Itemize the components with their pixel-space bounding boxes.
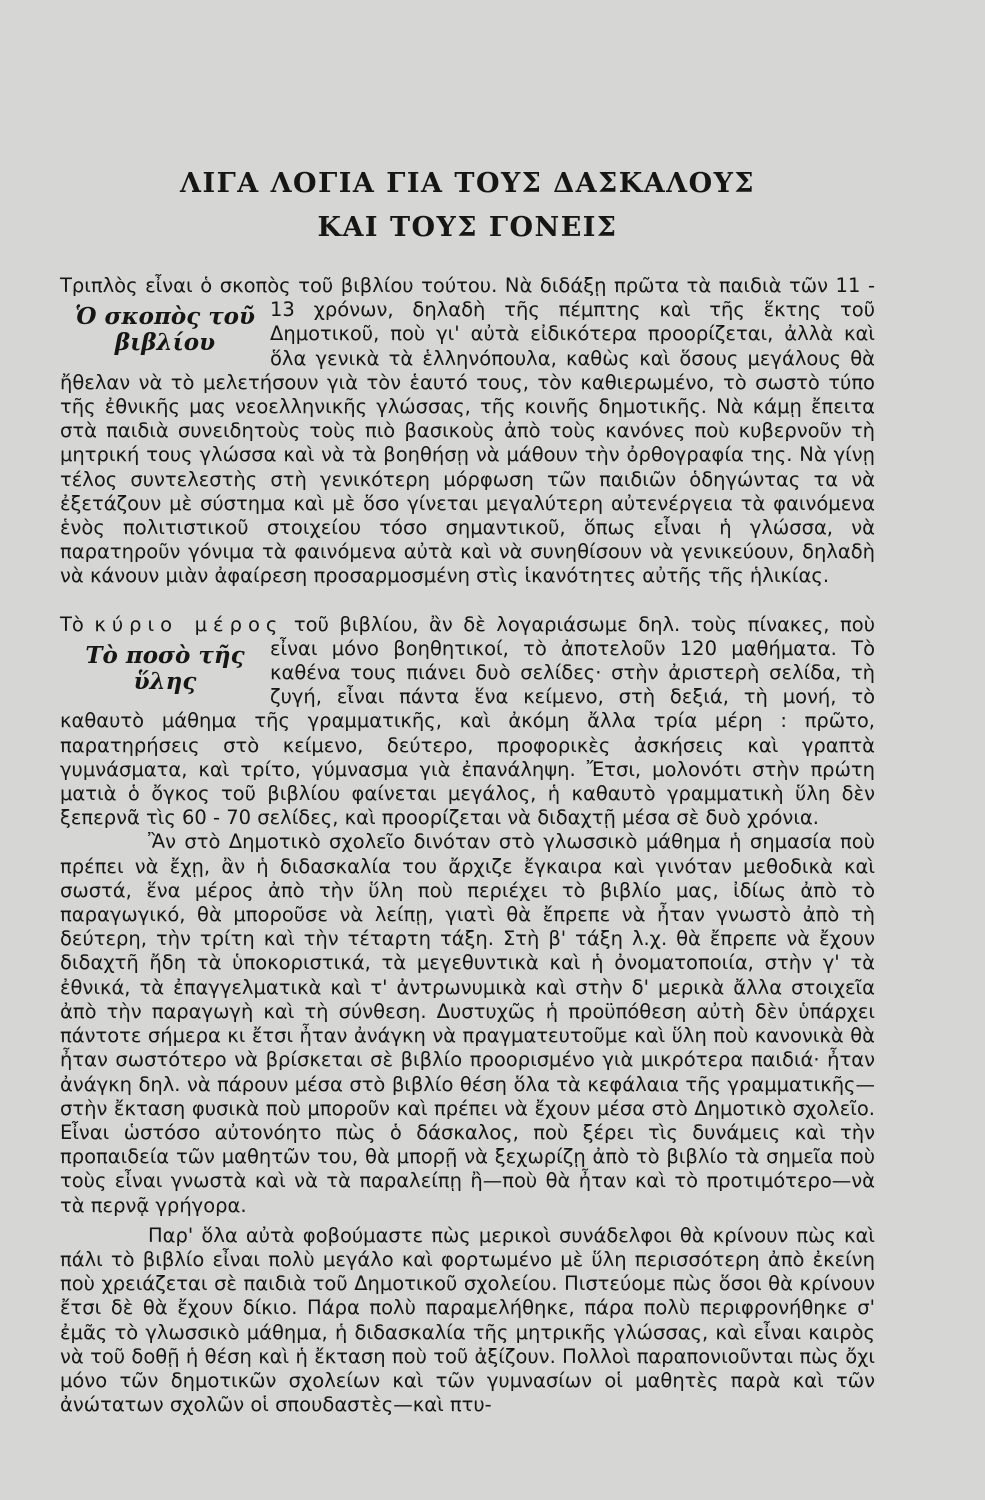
section-purpose	[60, 274, 875, 589]
page-title-line-2: ΚΑΙ ΤΟΥΣ ΓΟΝΕΙΣ	[317, 212, 618, 243]
section-amount-body: Τὸ καθένα τους πιάνει δυὸ σελίδες· στὴν ἀριστερὴ σελίδα, τὴ ζυγή, εἶναι πάντα ἕνα κείμενο, στὴ δεξιά, τὴ μονή, τὸ καθαυτὸ μάθημα τῆς γραμματικῆς, καὶ ἀκόμη ἄλλα τρία μέρη : πρῶτο, παρατηρήσεις στὸ κείμενο, δεύτερο, προφορικὲς ἀσκήσεις καὶ γραπτὰ γυμνάσματα, καὶ τρίτο, γύμνασμα γιὰ ἐπανάληψη. Ἔτσι, μολονότι στὴν πρώτη ματιὰ ὁ ὄγκος τοῦ βιβλίου φαίνεται μεγάλος, ἡ καθαυτὸ γραμματικὴ ὕλη δὲν ξεπερνᾶ τὶς 60 - 70 σελίδες, καὶ προορίζεται νὰ διδαχτῇ μέσα σὲ δυὸ χρόνια.	[60, 636, 876, 830]
margin-note-amount: Τὸ ποσὸ τῆς ὕλης	[85, 641, 245, 695]
section-amount	[60, 613, 875, 831]
section-purpose-body: Δημοτικοῦ, ποὺ γι' αὐτὰ εἰδικότερα προορίζεται, ἀλλὰ καὶ ὅλα γενικὰ τὰ ἑλληνόπουλα, καθὼς καὶ ὅσους μεγάλους θὰ ἤθελαν νὰ τὸ μελετήσουν γιὰ τὸν ἑαυτό τους, τὸν καθιερωμένο, τὸ σωστὸ τύπο τῆς ἐθνικῆς μας νεοελληνικῆς γλώσσας, τῆς κοινῆς δημοτικῆς. Νὰ κάμῃ ἔπειτα στὰ παιδιὰ συνειδητοὺς τοὺς πιὸ βασικοὺς ἀπὸ τοὺς κανόνες ποὺ κυβερνοῦν τὴ μητρική τους γλώσσα καὶ νὰ τὰ βοηθήσῃ νὰ μάθουν τὴν ὀρθογραφία της. Νὰ γίνῃ τέλος συντελεστὴς στὴ γενικότερη μόρφωση τῶν παιδιῶν ὁδηγώντας τα νὰ ἐξετάζουν μὲ σύστημα καὶ μὲ ὅσο γίνεται μεγαλύτερη αὐτενέργεια τὰ φαινόμενα ἑνὸς πολιτιστικοῦ στοιχείου τόσο σημαντικοῦ, ὅπως εἶναι ἡ γλώσσα, νὰ παρατηροῦν γόνιμα τὰ φαινόμενα αὐτὰ καὶ νὰ συνηθίσουν νὰ γενικεύουν, δηλαδὴ νὰ κάνουν μιὰν ἀφαίρεση προσαρμοσμένη στὶς ἱκανότητες αὐτῆς τῆς ἡλικίας.	[60, 322, 875, 588]
page-title-line-1: ΛΙΓΑ ΛΟΓΙΑ ΓΙΑ ΤΟΥΣ ΔΑΣΚΑΛΟΥΣ	[180, 168, 755, 199]
margin-note-purpose: Ὁ σκοπὸς τοῦ βιβλίου	[74, 303, 255, 357]
section-amount-lead-spaced: κύριο μέρος	[94, 612, 284, 636]
section-purpose-lead: Τριπλὸς εἶναι ὁ σκοπὸς τοῦ βιβλίου τούτου. Νὰ διδάξῃ πρῶτα τὰ παιδιὰ τῶν 11 - 13 χρόνων, δηλαδὴ τῆς πέμπτης καὶ τῆς ἕκτης τοῦ	[60, 274, 875, 322]
paragraph-3: Ἂν στὸ Δημοτικὸ σχολεῖο δινόταν στὸ γλωσσικὸ μάθημα ἡ σημασία ποὺ πρέπει νὰ ἔχῃ, ἂν ἡ διδασκαλία του ἄρχιζε ἔγκαιρα καὶ γινόταν μεθοδικὰ καὶ σωστά, ἕνα μέρος ἀπὸ τὴν ὕλη ποὺ περιέχει τὸ βιβλίο μας, ἰδίως ἀπὸ τὸ παραγωγικό, θὰ μποροῦσε νὰ λείπῃ, γιατὶ θὰ ἔπρεπε νὰ ἦταν γνωστὸ ἀπὸ τὴ δεύτερη, τὴν τρίτη καὶ τὴν τέταρτη τάξη. Στὴ β' τάξη λ.χ. θὰ ἔπρεπε νὰ ἔχουν διδαχτῆ ἤδη τὰ ὑποκοριστικά, τὰ μεγεθυντικὰ καὶ ἡ ὀνοματοποιία, στὴν γ' τὰ ἐθνικά, τὰ ἐπαγγελματικὰ καὶ τ' ἀντρωνυμικὰ καὶ στὴν δ' μερικὰ ἄλλα στοιχεῖα ἀπὸ τὴν παραγωγὴ καὶ τὴ σύνθεση. Δυστυχῶς ἡ προϋπόθεση αὐτὴ δὲν ὑπάρχει πάντοτε σήμερα κι ἔτσι ἦταν ἀνάγκη νὰ πραγματευτοῦμε καὶ ὕλη ποὺ κανονικὰ θὰ ἦταν σωστότερο νὰ βρίσκεται σὲ βιβλίο προορισμένο γιὰ μικρότερα παιδιά· ἦταν ἀνάγκη δηλ. νὰ πάρουν μέσα στὸ βιβλίο θέση ὅλα τὰ κεφάλαια τῆς γραμματικῆς—στὴν ἔκταση φυσικὰ ποὺ μποροῦν καὶ πρέπει νὰ ἔχουν μέσα στὸ Δημοτικὸ σχολεῖο. Εἶναι ὡστόσο αὐτονόητο πὼς ὁ δάσκαλος, ποὺ ξέρει τὶς δυνάμεις καὶ τὴν προπαιδεία τῶν μαθητῶν του, θὰ μπορῇ νὰ ξεχωρίζῃ ἀπὸ τὸ βιβλίο τὰ σημεῖα ποὺ τοὺς εἶναι γνωστὰ καὶ νὰ τὰ παραλείπῃ ἢ—ποὺ θὰ ἦταν καὶ τὸ προτιμότερο—νὰ τὰ περνᾷ γρήγορα.	[60, 830, 875, 1217]
paragraph-4: Παρ' ὅλα αὐτὰ φοβούμαστε πὼς μερικοὶ συνάδελφοι θὰ κρίνουν πὼς καὶ πάλι τὸ βιβλίο εἶναι πολὺ μεγάλο καὶ φορτωμένο μὲ ὕλη περισσότερη ἀπὸ ἐκείνη ποὺ χρειάζεται σὲ παιδιὰ τοῦ Δημοτικοῦ σχολείου. Πιστεύομε πὼς ὅσοι θὰ κρίνουν ἔτσι δὲ θὰ ἔχουν δίκιο. Πάρα πολὺ παραμελήθηκε, πάρα πολὺ περιφρονήθηκε σ' ἐμᾶς τὸ γλωσσικὸ μάθημα, ἡ διδασκαλία τῆς μητρικῆς γλώσσας, καὶ εἶναι καιρὸς νὰ τοῦ δοθῇ ἡ θέση καὶ ἡ ἔκταση ποὺ τοῦ ἀξίζουν. Πολλοὶ παραπονιοῦνται πὼς ὄχι μόνο τῶν δημοτικῶν σχολείων καὶ τῶν γυμνασίων οἱ μαθητὲς παρὰ καὶ τῶν ἀνώτατων σχολῶν οἱ σπουδαστὲς—καὶ πτυ-	[60, 1223, 875, 1417]
section-amount-lead-post: τοῦ βιβλίου, ἂν δὲ λογαριάσωμε δηλ. τοὺς πίνακες, ποὺ εἶναι μόνο βοηθητικοί, τὸ ἀποτελοῦν 120 μαθήματα.	[270, 612, 875, 660]
section-amount-lead-pre: Τὸ	[60, 612, 84, 636]
